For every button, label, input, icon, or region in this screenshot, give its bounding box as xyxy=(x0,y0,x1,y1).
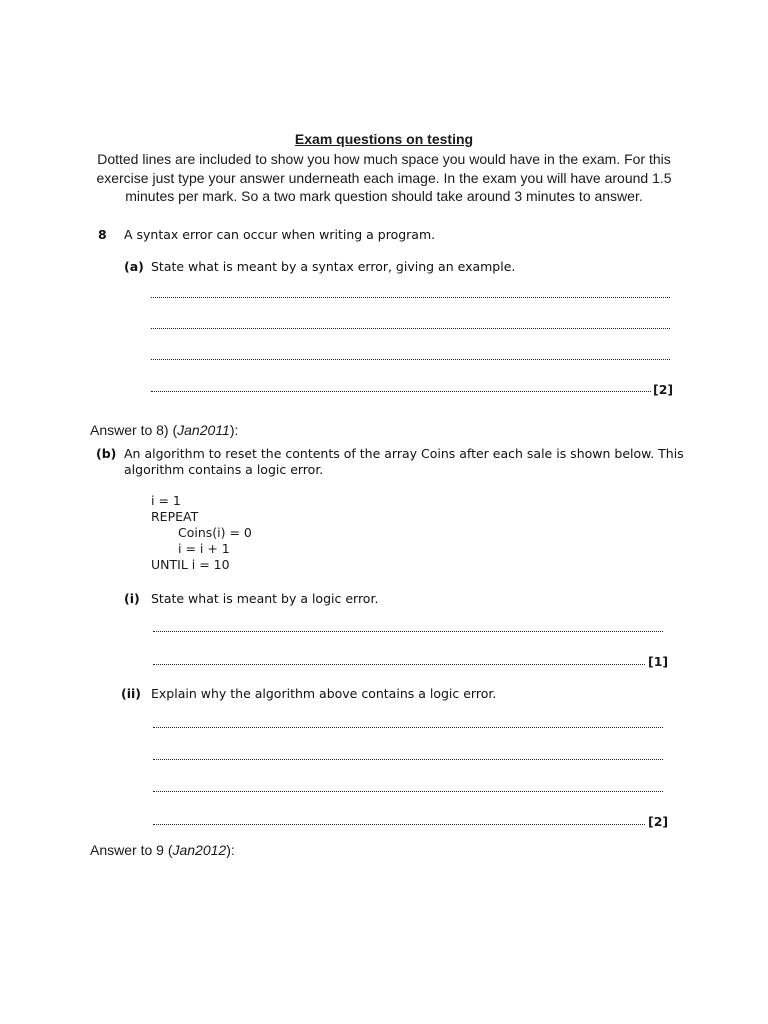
part-ii-text: Explain why the algorithm above contains a logic error. xyxy=(151,686,497,701)
answer-line xyxy=(153,791,663,792)
answer-label-9: Answer to 9 (Jan2012): xyxy=(90,842,235,858)
mark-allocation: [1] xyxy=(648,654,669,669)
part-ii-label: (ii) xyxy=(121,686,141,701)
part-b-text-line1: An algorithm to reset the contents of the array Coins after each sale is shown below. This xyxy=(124,446,684,461)
answer-line xyxy=(153,824,645,825)
code-line: UNTIL i = 10 xyxy=(151,557,230,572)
part-b-text-line2: algorithm contains a logic error. xyxy=(124,462,324,477)
answer-line xyxy=(151,359,670,360)
answer-line xyxy=(153,631,663,632)
answer-line xyxy=(153,664,645,665)
code-line: Coins(i) = 0 xyxy=(178,525,252,540)
mark-allocation: [2] xyxy=(648,814,669,829)
question-number: 8 xyxy=(98,227,107,242)
answer-label-8: Answer to 8) (Jan2011): xyxy=(90,422,239,438)
answer-line xyxy=(153,759,663,760)
answer-line xyxy=(151,328,670,329)
page-title: Exam questions on testing xyxy=(294,131,474,147)
part-a-label: (a) xyxy=(124,259,144,274)
part-i-text: State what is meant by a logic error. xyxy=(151,591,379,606)
code-line: REPEAT xyxy=(151,509,199,524)
mark-allocation: [2] xyxy=(653,382,674,397)
code-line: i = i + 1 xyxy=(178,541,230,556)
answer-line xyxy=(153,727,663,728)
question-stem: A syntax error can occur when writing a program. xyxy=(124,227,436,242)
code-line: i = 1 xyxy=(151,493,181,508)
part-a-text: State what is meant by a syntax error, giving an example. xyxy=(151,259,516,274)
intro-paragraph: Dotted lines are included to show you how much space you would have in the exam. For this exercise just type your answer underneath each image. In the exam you will have around 1.5 minutes per mark. So a two mark question should take around 3 minutes to answer. xyxy=(96,151,672,204)
part-b-label: (b) xyxy=(96,446,117,461)
answer-line xyxy=(151,297,670,298)
answer-line xyxy=(151,391,651,392)
part-i-label: (i) xyxy=(124,591,140,606)
